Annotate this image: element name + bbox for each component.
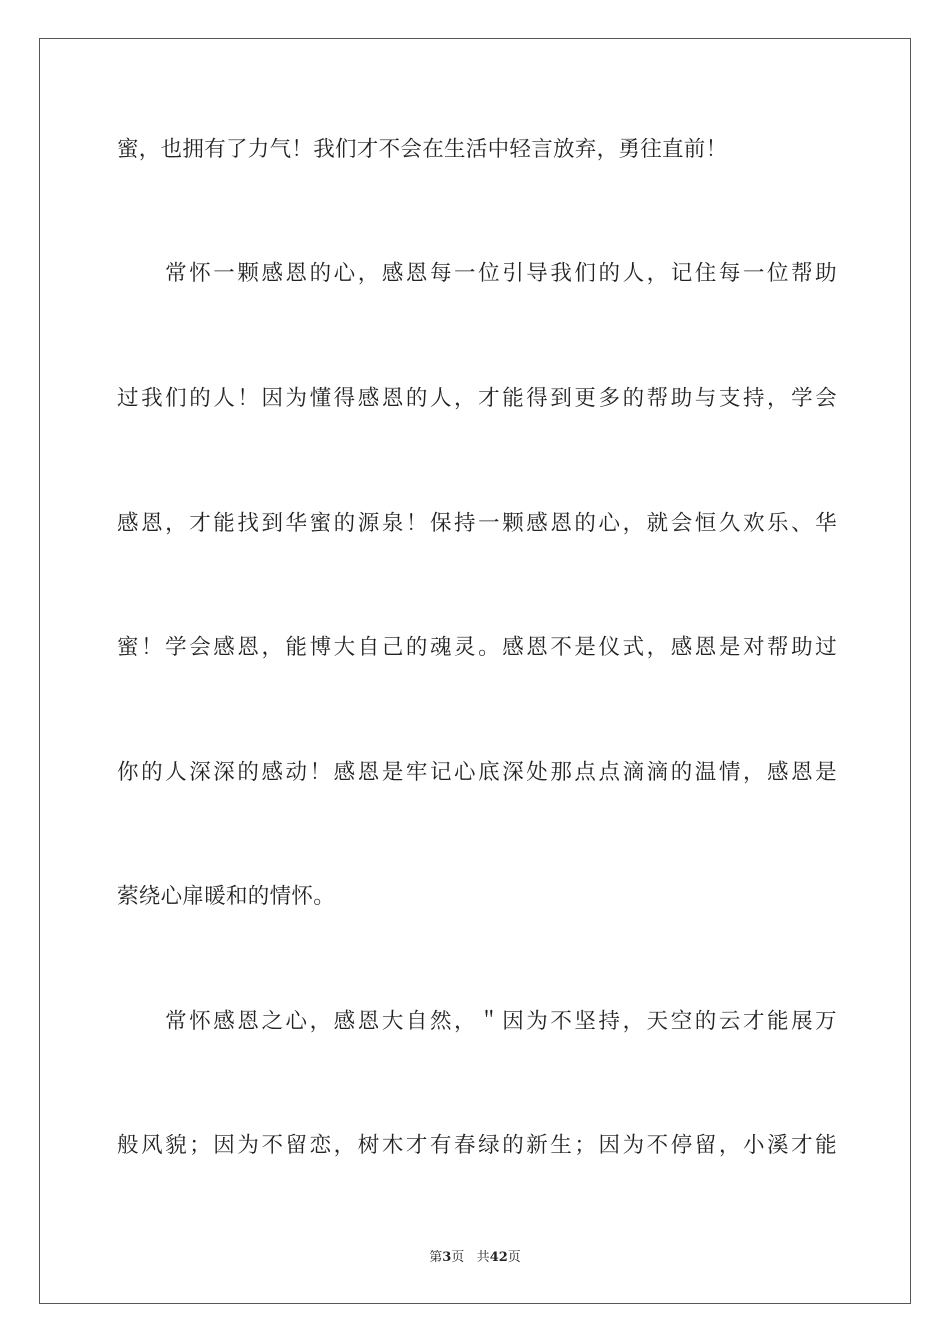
text-line-3: 过我们的人！因为懂得感恩的人，才能得到更多的帮助与支持，学会 [117, 386, 837, 411]
footer-page-suffix: 页 [451, 1250, 465, 1265]
footer-total-prefix: 共 [476, 1250, 490, 1265]
footer-page-number: 3 [442, 1250, 452, 1265]
text-line-8: 常怀感恩之心，感恩大自然，＂因为不坚持，天空的云才能展万 [117, 1009, 837, 1034]
text-line-6: 你的人深深的感动！感恩是牢记心底深处那点点滴滴的温情，感恩是 [117, 760, 837, 785]
text-line-4: 感恩，才能找到华蜜的源泉！保持一颗感恩的心，就会恒久欢乐、华 [117, 511, 837, 536]
footer-total-suffix: 页 [507, 1250, 521, 1265]
footer-page-prefix: 第 [429, 1250, 443, 1265]
text-line-9: 般风貌；因为不留恋，树木才有春绿的新生；因为不停留，小溪才能 [117, 1133, 837, 1158]
text-line-2: 常怀一颗感恩的心，感恩每一位引导我们的人，记住每一位帮助 [117, 261, 837, 286]
footer-total-pages: 42 [489, 1250, 508, 1265]
page-footer [0, 1246, 950, 1265]
text-line-7: 萦绕心扉暖和的情怀。 [117, 884, 336, 909]
page-border [39, 38, 911, 1304]
text-line-1: 蜜，也拥有了力气！我们才不会在生活中轻言放弃，勇往直前！ [117, 137, 728, 162]
text-line-5: 蜜！学会感恩，能博大自己的魂灵。感恩不是仪式，感恩是对帮助过 [117, 635, 837, 660]
